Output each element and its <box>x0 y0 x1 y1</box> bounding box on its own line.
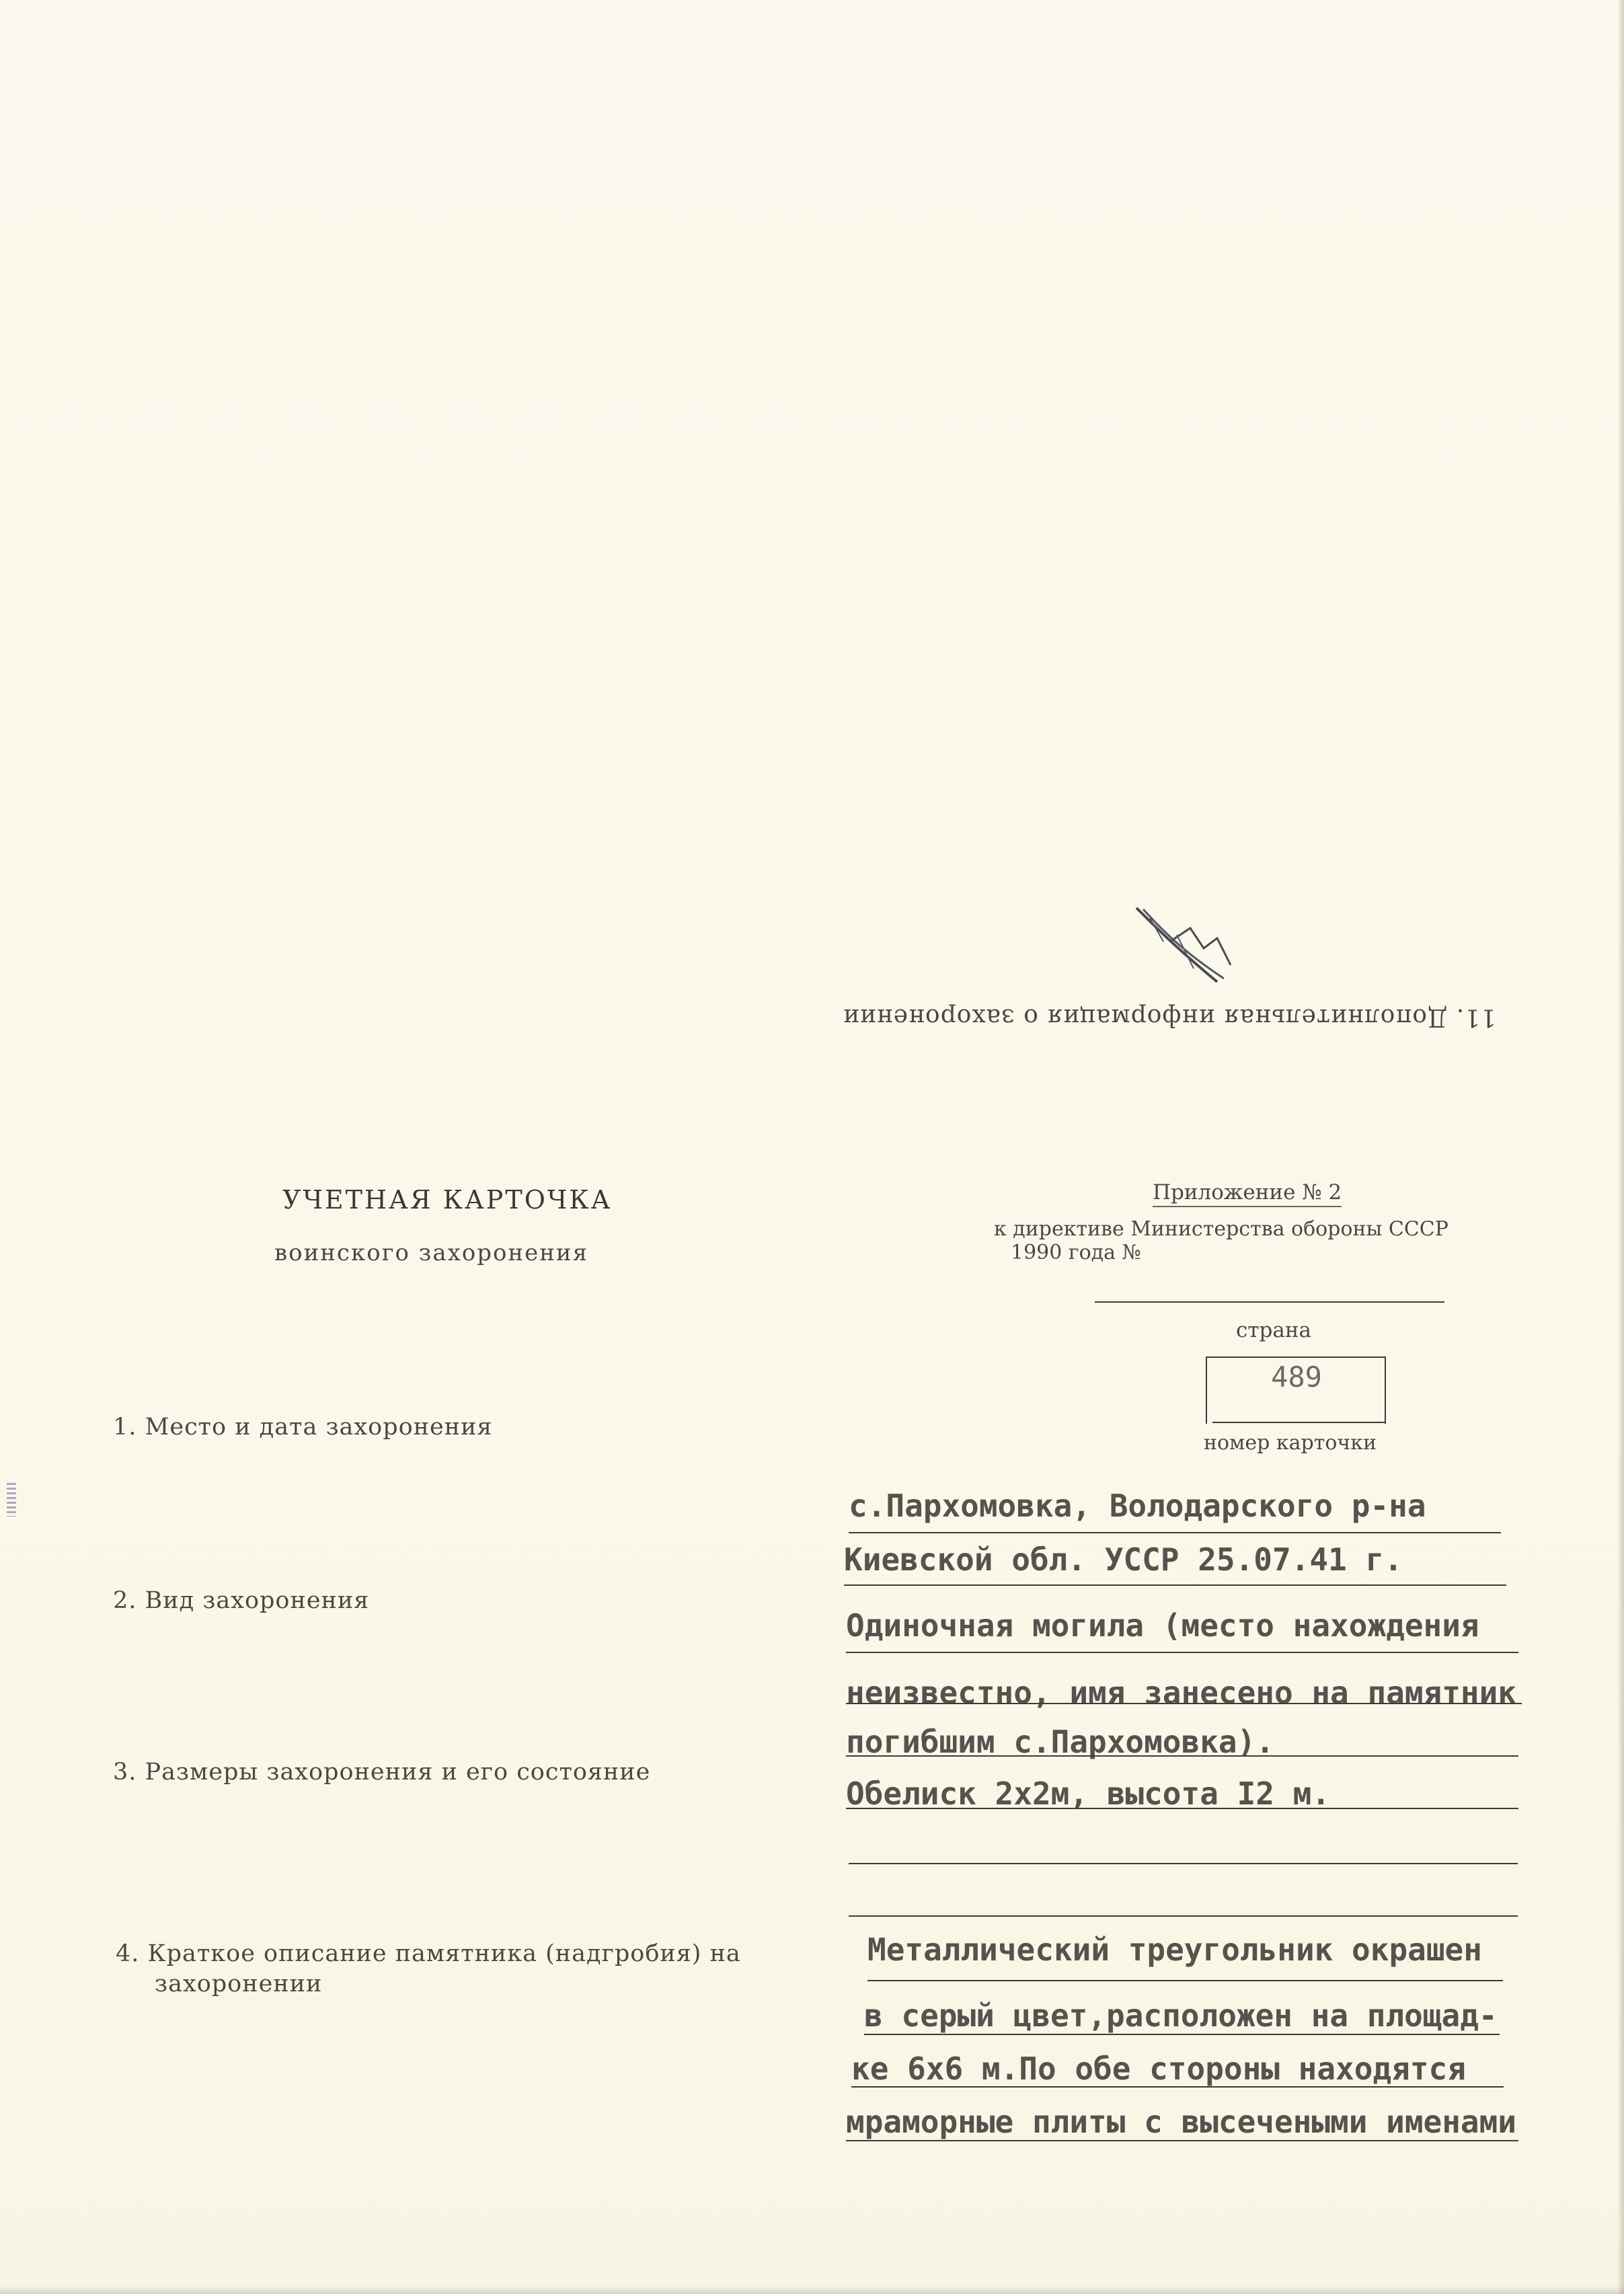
typed-underline <box>846 1652 1518 1653</box>
appendix-directive-line: к директиве Министерства обороны СССР <box>994 1217 1448 1241</box>
paper-edge-shadow <box>1617 0 1624 2294</box>
country-label: страна <box>1236 1318 1311 1342</box>
paper-bottom-shadow <box>0 2286 1624 2294</box>
field-label-place-date: 1. Место и дата захоронения <box>113 1414 493 1441</box>
typed-line: мраморные плиты с высечеными именами <box>846 2104 1516 2140</box>
card-subtitle: воинского захоронения <box>274 1239 589 1266</box>
typed-line: в серый цвет,расположен на площад- <box>864 1997 1498 2034</box>
typed-underline <box>844 1584 1506 1586</box>
empty-field-line <box>849 1915 1518 1917</box>
card-title: УЧЕТНАЯ КАРТОЧКА <box>282 1185 613 1215</box>
signature-mark <box>1130 901 1237 998</box>
typed-line: погибшим с.Пархомовка). <box>846 1724 1274 1760</box>
typed-line: Обелиск 2х2м, высота I2 м. <box>846 1775 1331 1812</box>
reverse-side-section-heading: 11. Дополнительная информация о захоронении <box>842 1003 1496 1031</box>
field-label-size-condition: 3. Размеры захоронения и его состояние <box>113 1759 651 1786</box>
typed-underline <box>846 1808 1518 1809</box>
appendix-title: Приложение № 2 <box>1153 1180 1342 1207</box>
typed-underline <box>846 2140 1518 2141</box>
typed-line: ке 6х6 м.По обе стороны находятся <box>851 2051 1466 2087</box>
field-label-burial-type: 2. Вид захоронения <box>113 1587 370 1614</box>
typed-underline <box>846 1755 1518 1757</box>
card-number-underline <box>1212 1422 1386 1423</box>
typed-underline <box>867 1980 1503 1981</box>
card-number-label: номер карточки <box>1204 1431 1377 1455</box>
typed-underline <box>846 1703 1522 1704</box>
ink-stamp-mark <box>7 1483 16 1517</box>
card-number-value: 489 <box>1271 1361 1322 1393</box>
appendix-year-line: 1990 года № <box>1011 1241 1141 1264</box>
field-label-monument-description: 4. Краткое описание памятника (надгробия) на <box>116 1940 741 1967</box>
typed-line: Киевской обл. УССР 25.07.41 г. <box>844 1541 1403 1578</box>
typed-underline <box>849 1532 1501 1533</box>
field-label-monument-description-cont: захоронении <box>155 1971 323 1997</box>
empty-field-line <box>849 1863 1518 1864</box>
typed-underline <box>851 2086 1504 2088</box>
typed-line: Одиночная могила (место нахождения <box>846 1607 1479 1644</box>
typed-underline <box>864 2034 1500 2035</box>
typed-line: Металлический треугольник окрашен <box>867 1932 1482 1968</box>
typed-line: неизвестно, имя занесено на памятник <box>846 1675 1516 1711</box>
typed-line: с.Пархомовка, Володарского р-на <box>849 1488 1426 1524</box>
country-field-line <box>1095 1301 1444 1303</box>
